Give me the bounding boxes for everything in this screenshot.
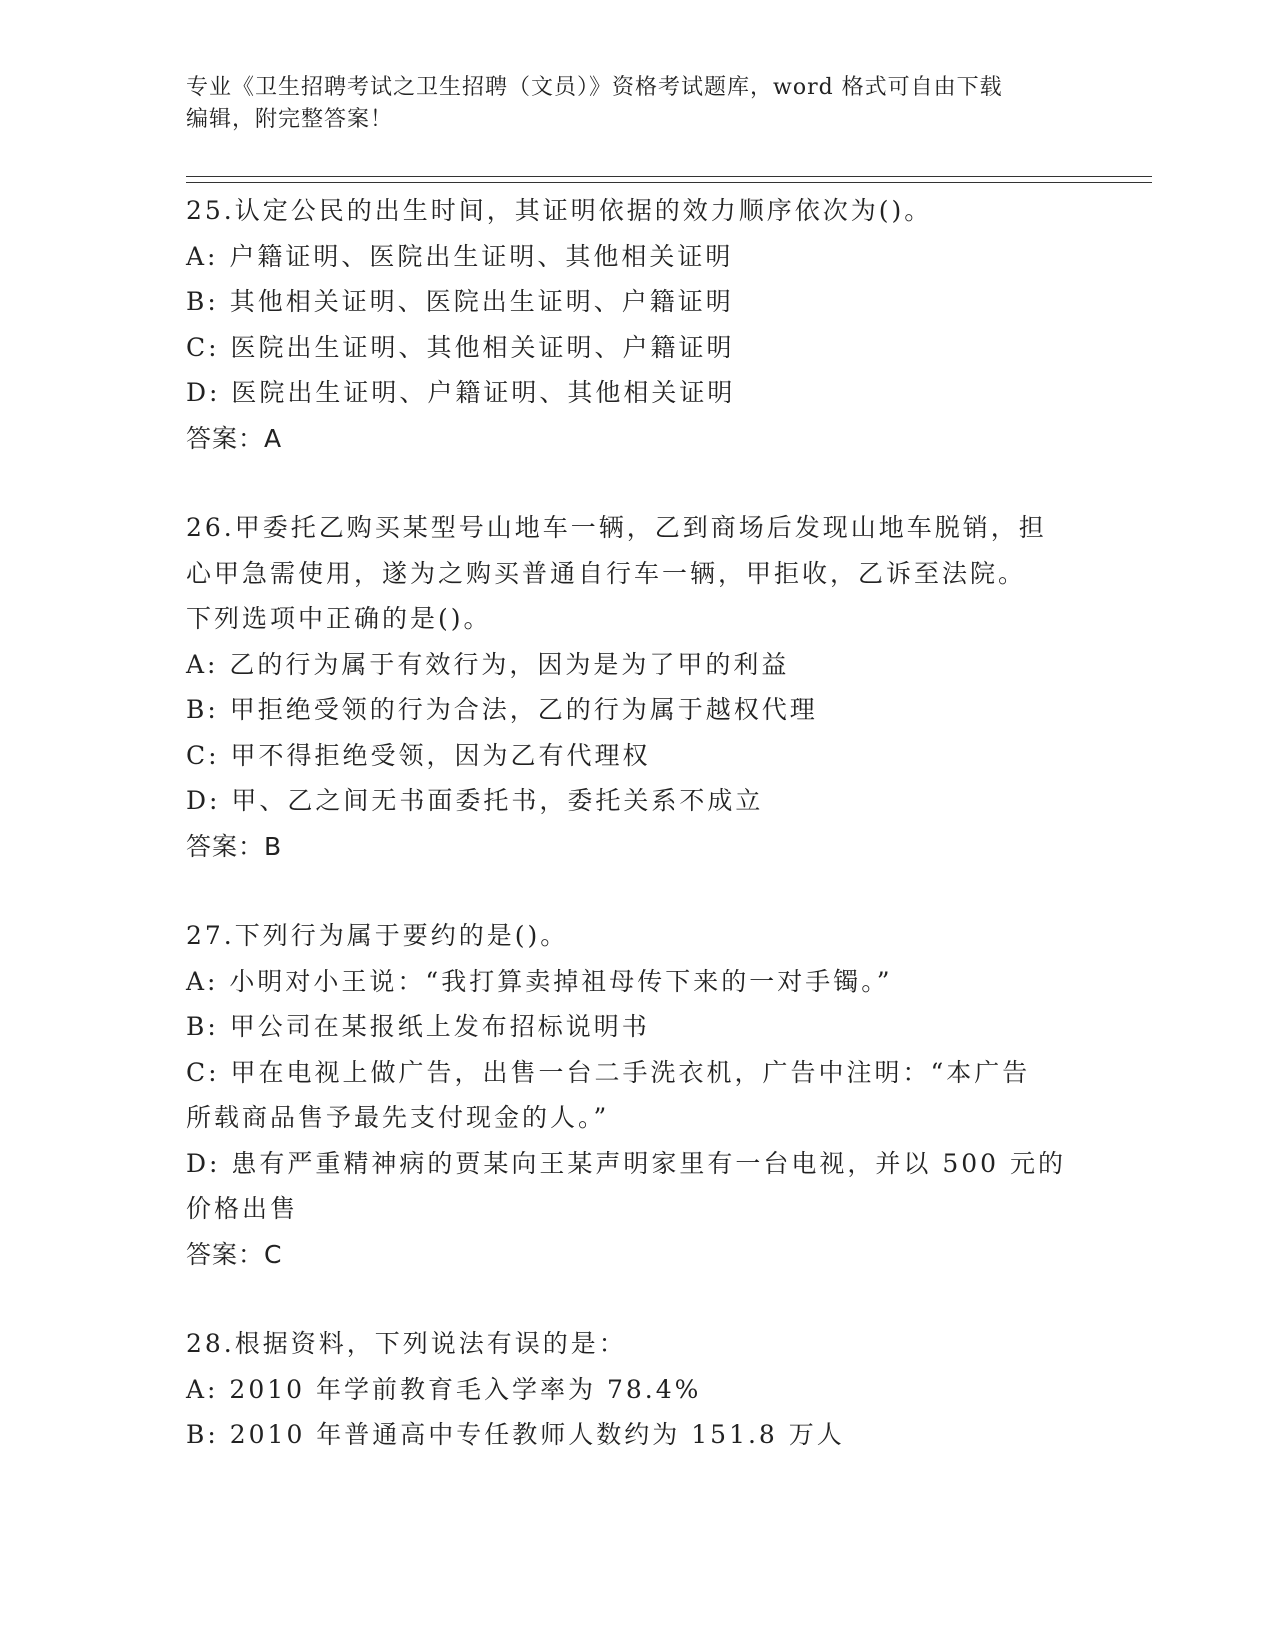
- option-a: A: 户籍证明、医院出生证明、其他相关证明: [186, 241, 734, 271]
- question-stem: 下列选项中正确的是()。: [186, 604, 492, 633]
- option-d: D: 医院出生证明、户籍证明、其他相关证明: [186, 378, 736, 407]
- option-a: A: 2010 年学前教育毛入学率为 78.4%: [186, 1374, 702, 1404]
- question-25: [186, 188, 1086, 461]
- question-27: [186, 913, 1086, 1277]
- option-b: B: 其他相关证明、医院出生证明、户籍证明: [186, 287, 734, 316]
- answer-label: 答案：A: [186, 423, 283, 453]
- option-d-continued: 价格出售: [186, 1194, 299, 1223]
- question-stem: 26.甲委托乙购买某型号山地车一辆，乙到商场后发现山地车脱销，担: [186, 513, 1047, 542]
- option-b: B: 甲拒绝受领的行为合法，乙的行为属于越权代理: [186, 695, 818, 724]
- document-header: [186, 72, 1086, 136]
- option-d: D: 患有严重精神病的贾某向王某声明家里有一台电视，并以 500 元的: [186, 1148, 1067, 1178]
- option-a: A: 乙的行为属于有效行为，因为是为了甲的利益: [186, 649, 790, 679]
- header-divider: [186, 176, 1152, 177]
- option-b: B: 甲公司在某报纸上发布招标说明书: [186, 1012, 650, 1041]
- header-line: 编辑，附完整答案！: [186, 107, 394, 132]
- question-stem: 28.根据资料，下列说法有误的是：: [186, 1329, 627, 1358]
- question-list: [186, 188, 1086, 1458]
- option-c-continued: 所载商品售予最先支付现金的人。”: [186, 1103, 610, 1132]
- header-line: 专业《卫生招聘考试之卫生招聘（文员）》资格考试题库，word 格式可自由下载: [186, 75, 1003, 100]
- option-c: C: 医院出生证明、其他相关证明、户籍证明: [186, 332, 735, 362]
- answer-label: 答案：C: [186, 1239, 283, 1269]
- header-divider: [186, 182, 1152, 183]
- option-c: C: 甲不得拒绝受领，因为乙有代理权: [186, 740, 651, 770]
- question-26: [186, 505, 1086, 869]
- question-stem: 27.下列行为属于要约的是()。: [186, 921, 569, 950]
- option-a: A: 小明对小王说：“我打算卖掉祖母传下来的一对手镯。”: [186, 966, 893, 996]
- option-b: B: 2010 年普通高中专任教师人数约为 151.8 万人: [186, 1420, 845, 1449]
- question-stem: 25.认定公民的出生时间，其证明依据的效力顺序依次为()。: [186, 196, 933, 225]
- question-stem: 心甲急需使用，遂为之购买普通自行车一辆，甲拒收，乙诉至法院。: [186, 558, 1027, 588]
- answer-label: 答案：B: [186, 831, 283, 861]
- question-28: [186, 1321, 1086, 1458]
- option-d: D: 甲、乙之间无书面委托书，委托关系不成立: [186, 786, 764, 815]
- option-c: C: 甲在电视上做广告，出售一台二手洗衣机，广告中注明：“本广告: [186, 1057, 1031, 1087]
